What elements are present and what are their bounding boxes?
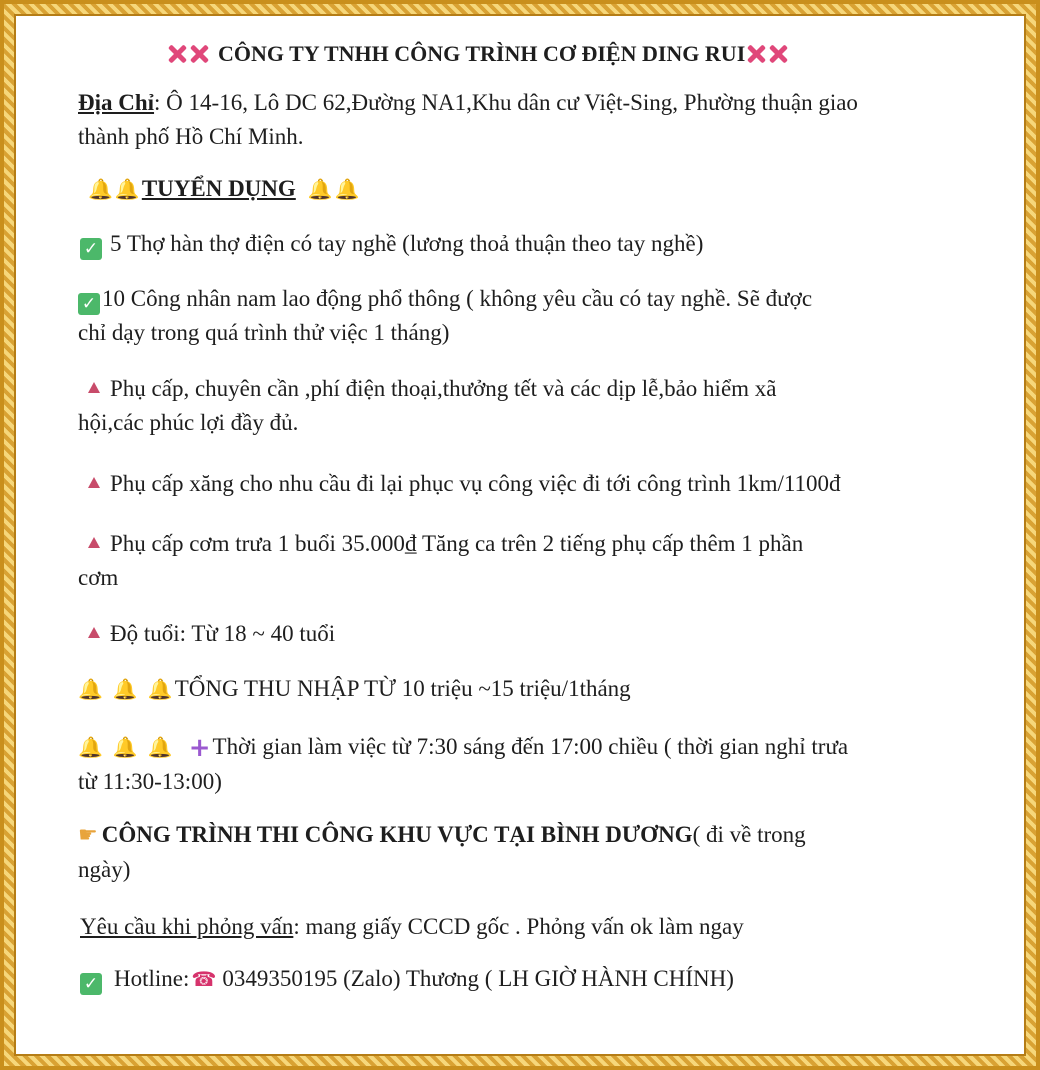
- recruit-heading-row: [88, 172, 361, 206]
- address-label: Địa Chỉ: [78, 90, 155, 115]
- cross-mark-icon: [769, 45, 787, 63]
- bell-icon: 🔔: [147, 677, 173, 701]
- job-2-text-line-2: chỉ dạy trong quá trình thử việc 1 tháng): [78, 320, 450, 345]
- job-item: [78, 282, 812, 350]
- bell-icon: 🔔: [114, 177, 140, 201]
- site-line-2: ngày): [78, 857, 131, 882]
- address-line-1: : Ô 14-16, Lô DC 62,Đường NA1,Khu dân cư Việt-Sing, Phường thuận giao: [154, 90, 858, 115]
- income-row: [78, 672, 631, 706]
- cross-mark-icon: [747, 45, 765, 63]
- benefit-3-line-1: Phụ cấp cơm trưa 1 buổi 35.000₫ Tăng ca trên 2 tiếng phụ cấp thêm 1 phần: [110, 531, 804, 556]
- company-name: CÔNG TY TNHH CÔNG TRÌNH CƠ ĐIỆN DING RUI: [218, 41, 746, 66]
- check-box-icon: ✓: [78, 293, 100, 315]
- small-triangle-icon: [88, 537, 100, 548]
- small-triangle-icon: [88, 477, 100, 488]
- benefit-item: [78, 527, 803, 595]
- income-text: TỔNG THU NHẬP TỪ 10 triệu ~15 triệu/1tháng: [174, 676, 631, 701]
- age-text: Độ tuổi: Từ 18 ~ 40 tuổi: [110, 621, 336, 646]
- cross-mark-icon: [190, 45, 208, 63]
- small-triangle-icon: [88, 382, 100, 393]
- interview-row: [80, 910, 744, 944]
- job-1-text: 5 Thợ hàn thợ điện có tay nghề (lương thoả thuận theo tay nghề): [110, 231, 704, 256]
- address-block: [78, 86, 858, 154]
- interview-label: Yêu cầu khi phỏng vấn: [80, 914, 294, 939]
- hotline-row: [80, 962, 734, 996]
- hotline-text: 0349350195 (Zalo) Thương ( LH GIỜ HÀNH CHÍNH): [222, 966, 734, 991]
- bell-icon: 🔔: [78, 677, 103, 701]
- cross-mark-icon: [168, 45, 186, 63]
- worktime-line-1: Thời gian làm việc từ 7:30 sáng đến 17:00 chiều ( thời gian nghỉ trưa: [212, 734, 849, 759]
- site-row: [78, 818, 806, 887]
- bell-icon: 🔔: [307, 177, 333, 201]
- bell-icon: 🔔: [334, 177, 360, 201]
- plus-icon: +: [188, 733, 211, 763]
- hotline-label: Hotline:: [114, 966, 190, 991]
- bell-icon: 🔔: [112, 735, 138, 759]
- bell-icon: 🔔: [78, 735, 103, 759]
- small-triangle-icon: [88, 627, 100, 638]
- benefit-1-line-1: Phụ cấp, chuyên cần ,phí điện thoại,thưởng tết và các dịp lễ,bảo hiểm xã: [110, 376, 777, 401]
- benefit-item: [78, 467, 841, 501]
- bell-icon: 🔔: [147, 735, 173, 759]
- worktime-line-2: từ 11:30-13:00): [78, 769, 222, 794]
- bell-icon: 🔔: [112, 677, 138, 701]
- worktime-row: [78, 730, 848, 799]
- benefit-item: [78, 372, 777, 440]
- check-box-icon: ✓: [80, 238, 102, 260]
- pointing-hand-icon: ☛: [78, 823, 98, 848]
- age-item: [78, 617, 335, 651]
- telephone-icon: ☎: [191, 967, 217, 991]
- benefit-3-line-2: cơm: [78, 565, 119, 590]
- check-box-icon: ✓: [80, 973, 102, 995]
- benefit-1-line-2: hội,các phúc lợi đầy đủ.: [78, 410, 299, 435]
- address-line-2: thành phố Hồ Chí Minh.: [78, 124, 304, 149]
- recruit-heading: TUYỂN DỤNG: [141, 176, 296, 201]
- company-title: [122, 34, 791, 74]
- benefit-2-text: Phụ cấp xăng cho nhu cầu đi lại phục vụ công việc đi tới công trình 1km/1100đ: [110, 471, 841, 496]
- bell-icon: 🔔: [88, 177, 113, 201]
- interview-text: : mang giấy CCCD gốc . Phỏng vấn ok làm ngay: [293, 914, 744, 939]
- site-rest-text: ( đi về trong: [692, 822, 806, 847]
- job-item: [80, 227, 703, 261]
- job-2-text-line-1: 10 Công nhân nam lao động phổ thông ( không yêu cầu có tay nghề. Sẽ được: [102, 286, 813, 311]
- site-bold-text: CÔNG TRÌNH THI CÔNG KHU VỰC TẠI BÌNH DƯƠNG: [101, 822, 693, 847]
